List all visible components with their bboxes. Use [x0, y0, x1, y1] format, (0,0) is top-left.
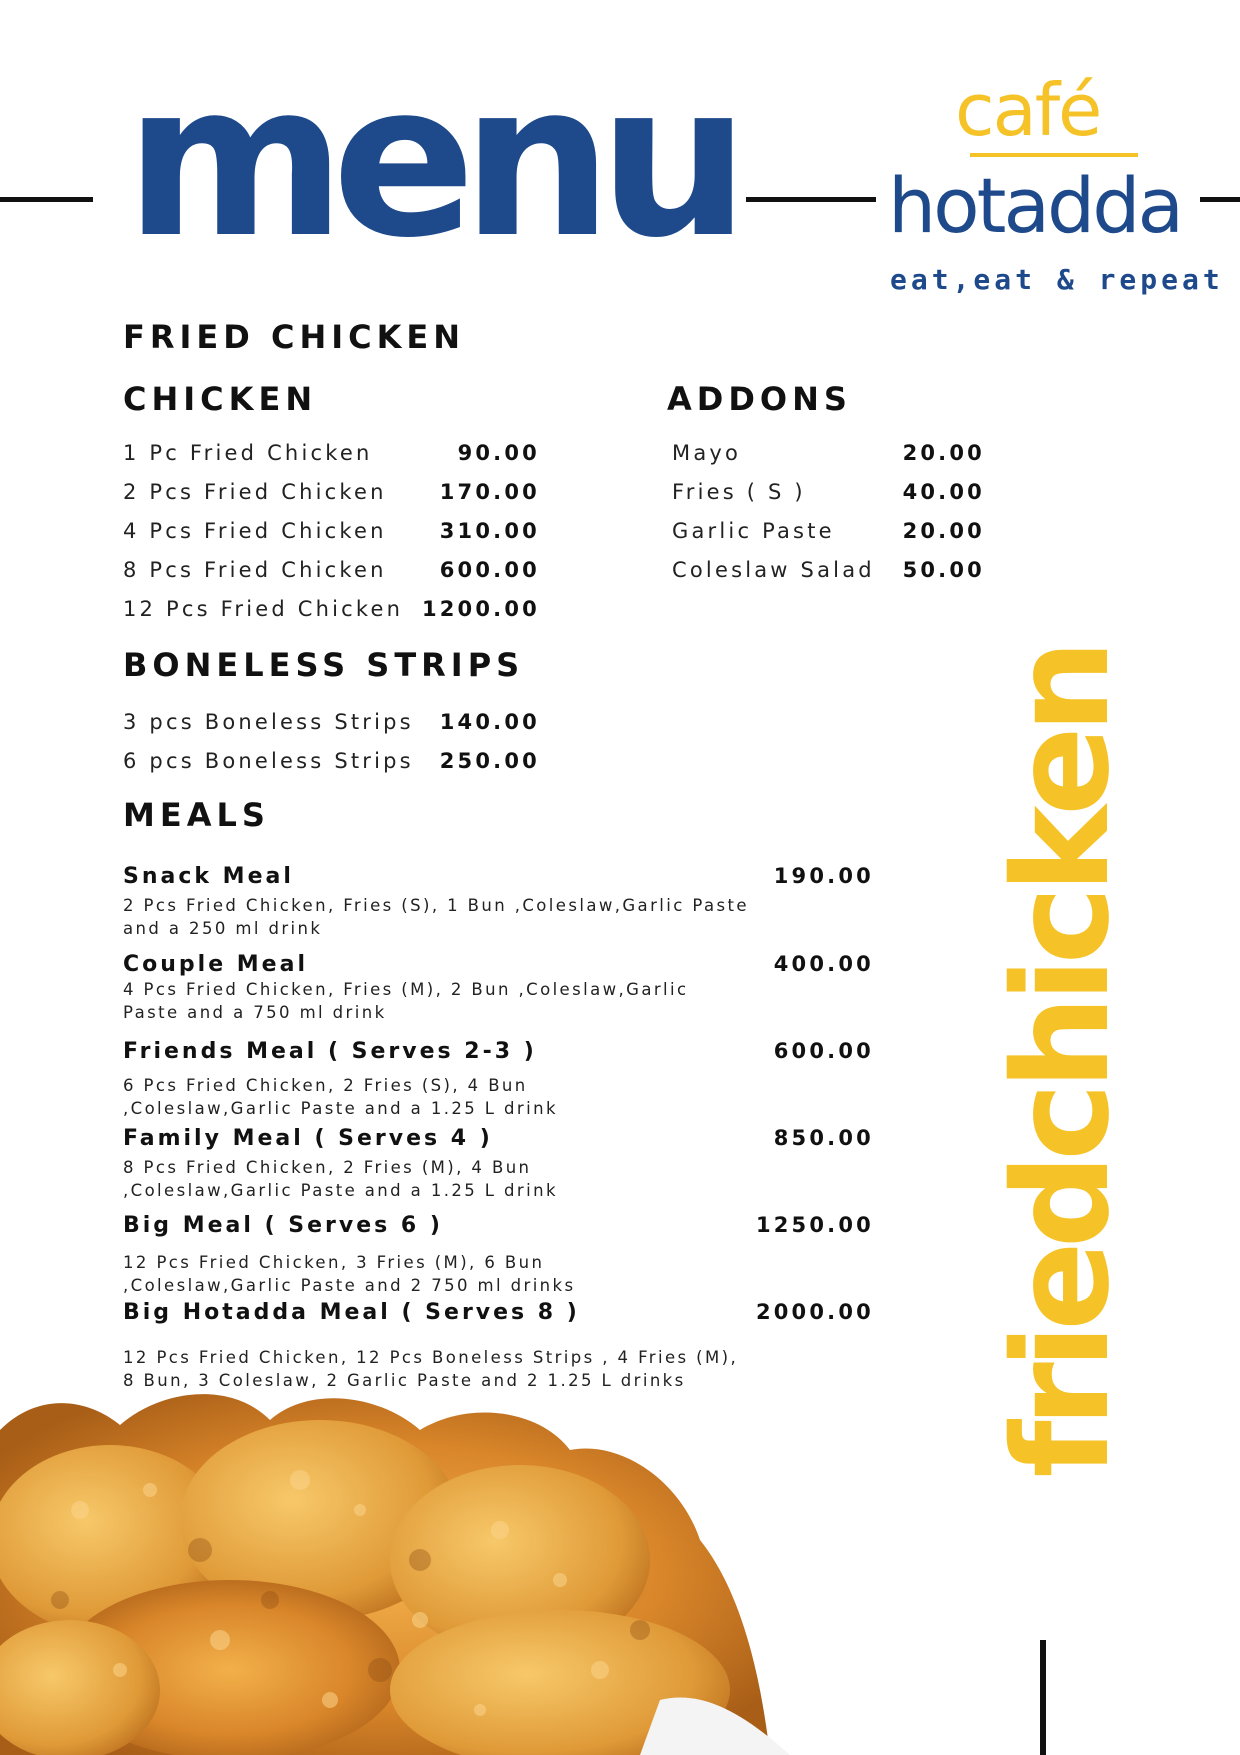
chicken-item-price: 90.00	[457, 441, 540, 465]
boneless-item-price: 250.00	[439, 749, 540, 773]
meal-item-desc: 4 Pcs Fried Chicken, Fries (M), 2 Bun ,Coleslaw,Garlic Paste and a 750 ml drink	[123, 980, 689, 1022]
menu-title: menu	[125, 37, 736, 284]
meal-item-desc: 12 Pcs Fried Chicken, 12 Pcs Boneless Strips , 4 Fries (M), 8 Bun, 3 Coleslaw, 2 Garlic Paste and 2 1.25 L drinks	[123, 1348, 739, 1390]
boneless-item-name: 3 pcs Boneless Strips	[123, 710, 414, 734]
meal-item-desc: 6 Pcs Fried Chicken, 2 Fries (S), 4 Bun ,Coleslaw,Garlic Paste and a 1.25 L drink	[123, 1076, 558, 1118]
section-boneless: BONELESS STRIPS	[123, 646, 525, 684]
addon-item-price: 50.00	[902, 558, 985, 582]
header-rule-left	[0, 197, 93, 202]
header-rule-middle	[746, 197, 876, 202]
meal-item-price: 400.00	[773, 952, 874, 976]
section-chicken: CHICKEN	[123, 380, 318, 418]
boneless-item-name: 6 pcs Boneless Strips	[123, 749, 414, 773]
meal-item-name: Big Meal ( Serves 6 )	[123, 1213, 443, 1238]
logo-divider	[970, 153, 1138, 157]
vertical-rule	[1040, 1640, 1046, 1755]
boneless-item-price: 140.00	[439, 710, 540, 734]
meal-item-price: 1250.00	[755, 1213, 874, 1237]
chicken-item-price: 310.00	[439, 519, 540, 543]
meal-item-price: 190.00	[773, 864, 874, 888]
chicken-item-price: 1200.00	[421, 597, 540, 621]
addon-item-name: Mayo	[672, 441, 742, 465]
meal-item-name: Friends Meal ( Serves 2-3 )	[123, 1039, 537, 1064]
meal-item-desc: 12 Pcs Fried Chicken, 3 Fries (M), 6 Bun ,Coleslaw,Garlic Paste and 2 750 ml drinks	[123, 1253, 576, 1295]
addon-item-name: Coleslaw Salad	[672, 558, 875, 582]
meal-item-price: 600.00	[773, 1039, 874, 1063]
meal-item-name: Snack Meal	[123, 864, 294, 889]
header-rule-right	[1200, 197, 1240, 202]
addon-item-name: Garlic Paste	[672, 519, 835, 543]
section-fried-chicken: FRIED CHICKEN	[123, 318, 466, 356]
chicken-item-name: 4 Pcs Fried Chicken	[123, 519, 387, 543]
logo-tagline: eat,eat & repeat	[890, 263, 1224, 296]
addon-item-price: 20.00	[902, 519, 985, 543]
chicken-item-name: 1 Pc Fried Chicken	[123, 441, 373, 465]
section-addons: ADDONS	[667, 380, 852, 418]
logo-cafe-text: café	[955, 68, 1101, 152]
meal-item-name: Couple Meal	[123, 952, 308, 977]
fried-chicken-photo	[0, 1370, 800, 1755]
chicken-item-price: 170.00	[439, 480, 540, 504]
chicken-item-price: 600.00	[439, 558, 540, 582]
meal-item-desc: 8 Pcs Fried Chicken, 2 Fries (M), 4 Bun ,Coleslaw,Garlic Paste and a 1.25 L drink	[123, 1158, 558, 1200]
chicken-item-name: 8 Pcs Fried Chicken	[123, 558, 387, 582]
meal-item-name: Big Hotadda Meal ( Serves 8 )	[123, 1300, 580, 1325]
chicken-item-name: 2 Pcs Fried Chicken	[123, 480, 387, 504]
addon-item-price: 20.00	[902, 441, 985, 465]
meal-item-name: Family Meal ( Serves 4 )	[123, 1126, 493, 1151]
addon-item-price: 40.00	[902, 480, 985, 504]
meal-item-price: 850.00	[773, 1126, 874, 1150]
side-text-friedchicken: friedchicken	[985, 646, 1139, 1478]
meal-item-desc: 2 Pcs Fried Chicken, Fries (S), 1 Bun ,Coleslaw,Garlic Paste and a 250 ml drink	[123, 896, 749, 938]
addon-item-name: Fries ( S )	[672, 480, 806, 504]
chicken-item-name: 12 Pcs Fried Chicken	[123, 597, 404, 621]
meal-item-price: 2000.00	[755, 1300, 874, 1324]
section-meals: MEALS	[123, 796, 270, 834]
logo-name-text: hotadda	[888, 161, 1182, 250]
